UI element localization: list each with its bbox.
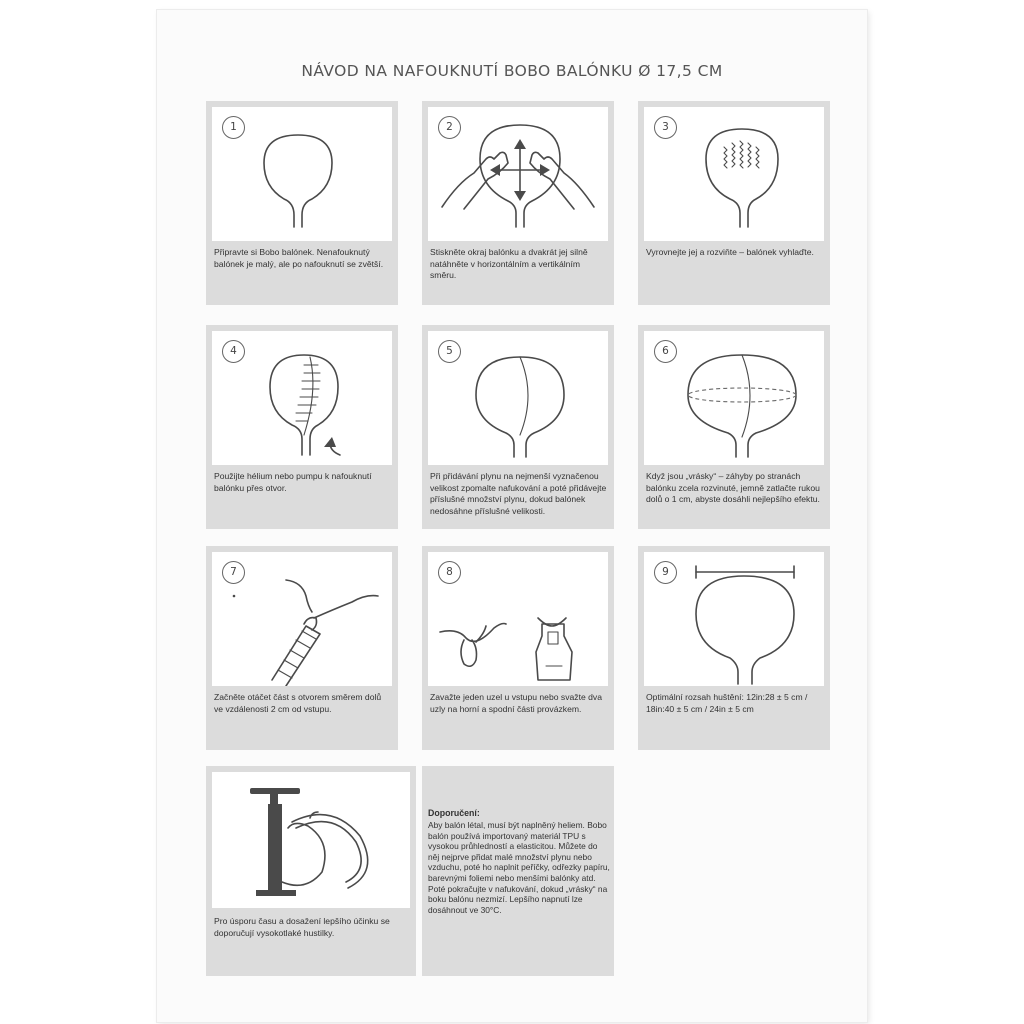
step-illustration [428, 552, 608, 686]
step-card-4 [206, 325, 398, 529]
step-number: 4 [222, 340, 245, 363]
step-description: Začněte otáčet část s otvorem směrem dolů ve vzdálenosti 2 cm od vstupu. [214, 692, 382, 714]
step-card-8 [422, 546, 614, 750]
step-description: Připravte si Bobo balónek. Nenafouknutý balónek je malý, ale po nafouknutí se zvětší. [214, 247, 384, 269]
step-number: 8 [438, 561, 461, 584]
step-illustration [644, 552, 824, 686]
recommendation-card [422, 766, 614, 976]
step-number: 2 [438, 116, 461, 139]
step-illustration [644, 331, 824, 465]
pump-card [206, 766, 416, 976]
hand-pump-icon [212, 772, 410, 908]
step-description: Když jsou „vrásky“ – záhyby po stranách balónku zcela rozvinuté, jemně zatlačte rukou dolů o 1 cm, abyste dosáhli nejlepšího efektu. [646, 471, 820, 504]
step-illustration [428, 331, 608, 465]
step-illustration [212, 107, 392, 241]
step-description: Použijte hélium nebo pumpu k nafouknutí balónku přes otvor. [214, 471, 372, 493]
step-number: 9 [654, 561, 677, 584]
step-number: 1 [222, 116, 245, 139]
step-description: Zavažte jeden uzel u vstupu nebo svažte dva uzly na horní a spodní části provázkem. [430, 692, 602, 714]
step-description: Při přidávání plynu na nejmenší vyznačenou velikost zpomalte nafukování a poté přidávejte příslušné množství plynu, dokud balónek nedosáhne příslušné velikosti. [430, 471, 607, 516]
step-illustration [212, 331, 392, 465]
step-number: 3 [654, 116, 677, 139]
step-illustration [212, 552, 392, 686]
step-illustration [428, 107, 608, 241]
pump-illustration [212, 772, 410, 908]
step-card-7 [206, 546, 398, 750]
step-number: 6 [654, 340, 677, 363]
recommendation-heading: Doporučení: [428, 808, 480, 818]
step-card-6 [638, 325, 830, 529]
step-card-3 [638, 101, 830, 305]
recommendation-text: Aby balón létal, musí být naplněný heliem. Bobo balón používá importovaný materiál TPU s vysokou průhledností a elasticitou. Můžete do něj nejprve přidat malé množství plynu nebo vzduchu, poté ho naplnit peříčky, odřezky papíru, barevnými foliemi nebo menšími balónky atd. Poté pokračujte v nafukování, dokud „vrásky“ na boku balónu nezmizí. Lepšího napnutí lze dosáhnout ve 30°C. [428, 820, 610, 915]
step-card-9 [638, 546, 830, 750]
step-illustration [644, 107, 824, 241]
step-card-1 [206, 101, 398, 305]
step-description: Optimální rozsah huštění: 12in:28 ± 5 cm / 18in:40 ± 5 cm / 24in ± 5 cm [646, 692, 808, 714]
page-title: NÁVOD NA NAFOUKNUTÍ BOBO BALÓNKU Ø 17,5 CM [301, 62, 723, 80]
step-number: 5 [438, 340, 461, 363]
step-description: Stiskněte okraj balónku a dvakrát jej silně natáhněte v horizontálním a vertikálním směru. [430, 247, 588, 280]
step-description: Vyrovnejte jej a rozviňte – balónek vyhlaďte. [646, 247, 814, 257]
step-card-2 [422, 101, 614, 305]
step-number: 7 [222, 561, 245, 584]
pump-description: Pro úsporu času a dosažení lepšího účinku se doporučují vysokotlaké hustilky. [214, 916, 390, 938]
step-card-5 [422, 325, 614, 529]
